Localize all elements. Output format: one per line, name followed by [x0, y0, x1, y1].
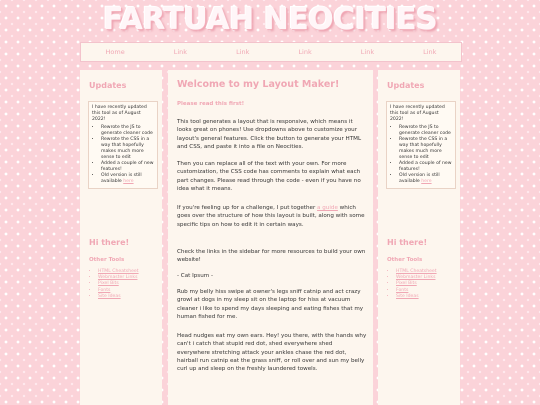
- tools-list: [387, 269, 437, 300]
- updates-item: • Rewrote the JS to generate cleaner code: [101, 125, 154, 137]
- tool-link[interactable]: HTML Cheatsheet: [396, 269, 437, 274]
- paragraph: Then you can replace all of the text with your own. For more customization, the CSS code has comments to explain what each part changes. Please read through the code - even if you have no idea what it means.: [177, 161, 361, 192]
- updates-item: [101, 173, 154, 185]
- main-content: [168, 70, 373, 405]
- paragraph: [177, 204, 367, 229]
- main-heading: Welcome to my Layout Maker!: [177, 79, 340, 90]
- updates-list: [92, 125, 154, 185]
- hi-there-title: Hi there!: [387, 238, 428, 247]
- updates-box: [386, 101, 456, 189]
- site-title: FARTUAH NEOCITIES: [102, 2, 438, 37]
- tool-item: [98, 294, 139, 300]
- old-version-link[interactable]: here: [123, 179, 134, 184]
- tool-link[interactable]: Site Ideas: [98, 293, 121, 299]
- updates-item: • Rewrote the CSS in a way that hopefully makes much more sense to edit: [399, 137, 452, 161]
- paragraph: Head nudges eat my own ears. Hey! you there, with the hands why can't i catch that stupid red dot, shed everywhere shed everywhere stretching attack your ankles chase the red dot, hairball run catnip eat the grass sniff, or roll over and sun my belly curl up and sleep on the freshly laundered towels.: [177, 333, 367, 373]
- tool-link[interactable]: Pixel Bits: [98, 281, 119, 287]
- old-version-link[interactable]: here: [421, 179, 432, 184]
- nav-link-home[interactable]: Home: [105, 48, 125, 56]
- updates-item: • Added a couple of new features!: [101, 161, 154, 173]
- updates-title: Updates: [89, 81, 127, 90]
- tool-link[interactable]: HTML Cheatsheet: [98, 269, 139, 274]
- right-sidebar: [378, 70, 460, 405]
- guide-text-before: If you're feeling up for a challenge, I put together: [177, 205, 318, 211]
- updates-item: [399, 173, 452, 185]
- tool-link[interactable]: Fonts: [98, 287, 111, 293]
- tool-link[interactable]: Webmaster Links: [396, 275, 436, 281]
- updates-intro: I have recently updated this tool as of August 2022!: [92, 105, 147, 122]
- updates-box: [88, 101, 158, 189]
- paragraph: Rub my belly hiss swipe at owner's legs sniff catnip and act crazy growl at dogs in my sleep sit on the laptop for hiss at vacuum cleaner i like to spend my days sleeping and eating fishes that my human fished for me.: [177, 289, 364, 320]
- tool-link[interactable]: Webmaster Links: [98, 275, 138, 281]
- old-version-text: Old version is still available: [399, 173, 440, 184]
- nav-link-2[interactable]: Link: [236, 48, 250, 56]
- main-subheading: Please read this first!: [177, 101, 245, 107]
- paragraph: - Cat Ipsum -: [177, 273, 214, 279]
- updates-title: Updates: [387, 81, 425, 90]
- nav-bar: [80, 42, 462, 62]
- nav-link-5[interactable]: Link: [423, 48, 437, 56]
- tool-link[interactable]: Pixel Bits: [396, 281, 417, 287]
- old-version-text: Old version is still available: [101, 173, 142, 184]
- tool-link[interactable]: Site Ideas: [396, 293, 419, 299]
- updates-list: [390, 125, 452, 185]
- nav-link-3[interactable]: Link: [298, 48, 312, 56]
- updates-item: • Added a couple of new features!: [399, 161, 452, 173]
- other-tools-title: Other Tools: [89, 257, 125, 263]
- updates-item: • Rewrote the JS to generate cleaner code: [399, 125, 452, 137]
- paragraph: This tool generates a layout that is responsive, which means it looks great on phones! Use dropdowns above to customize your layout's general features. Click the button to generate your HTML and CSS, and paste it into a file on Neocities.: [177, 119, 362, 150]
- tool-link[interactable]: Fonts: [396, 287, 409, 293]
- guide-link[interactable]: a guide: [317, 205, 338, 211]
- left-sidebar: [80, 70, 162, 405]
- nav-link-1[interactable]: Link: [173, 48, 188, 56]
- updates-intro: I have recently updated this tool as of August 2022!: [390, 105, 445, 122]
- updates-item: • Rewrote the CSS in a way that hopefully makes much more sense to edit: [101, 137, 154, 161]
- tool-item: [396, 294, 437, 300]
- nav-link-4[interactable]: Link: [360, 48, 375, 56]
- tools-list: [89, 269, 139, 300]
- hi-there-title: Hi there!: [89, 238, 130, 247]
- other-tools-title: Other Tools: [387, 257, 423, 263]
- paragraph: Check the links in the sidebar for more resources to build your own website!: [177, 249, 366, 264]
- guide-text-after: which goes over the structure of how this layout is built, along with some specific tips on how to edit it in certain ways.: [177, 205, 365, 228]
